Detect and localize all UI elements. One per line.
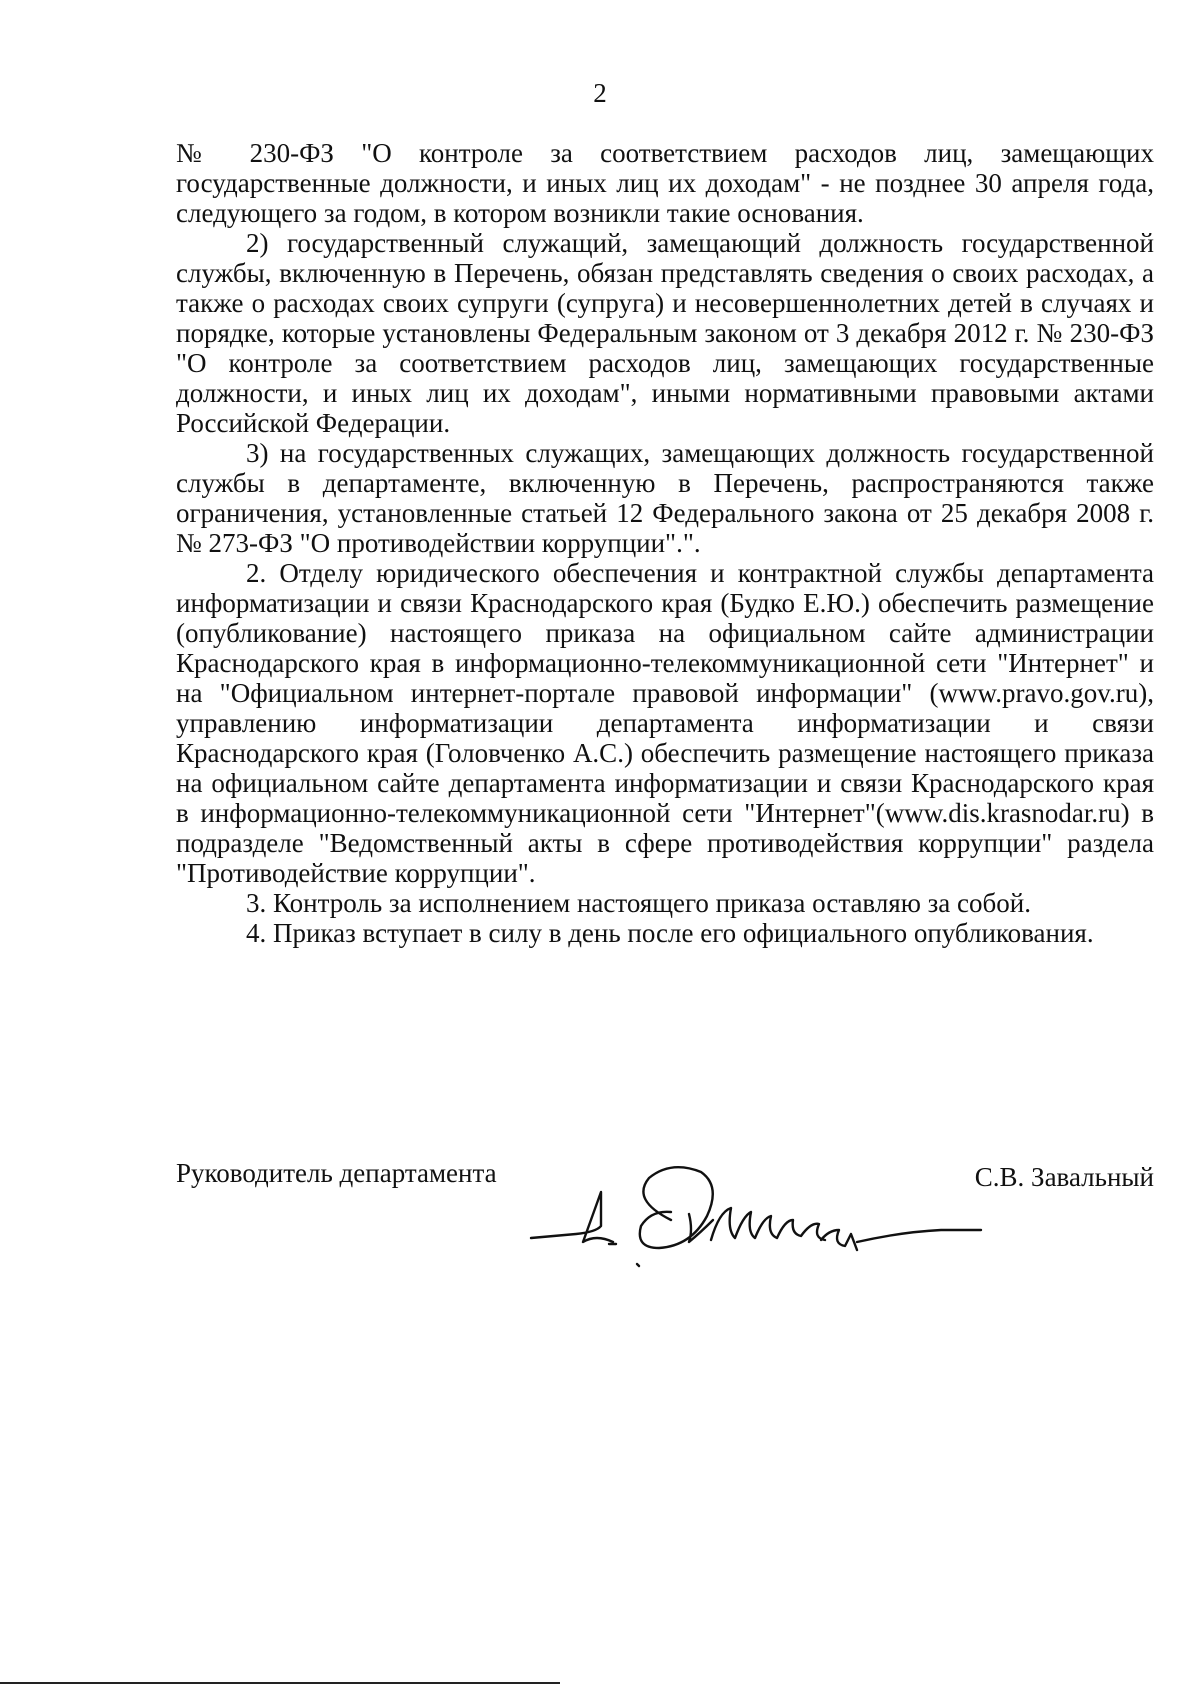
signature-block	[176, 1150, 1154, 1270]
paragraph-continuation: № 230-ФЗ "О контроле за соответствием расходов лиц, замещающих государственные должности, и иных лиц их доходам" - не позднее 30 апреля года, следующего за годом, в котором возникли такие основания.	[176, 138, 1154, 228]
paragraph-clause-4: 4. Приказ вступает в силу в день после его официального опубликования.	[246, 918, 1094, 948]
paragraph-item-2: 2) государственный служащий, замещающий должность государственной службы, включенную в Перечень, обязан представлять сведения о своих расходах, а также о расходах своих супруги (супруга) и несовершеннолетних детей в случаях и порядке, которые установлены Федеральным законом от 3 декабря 2012 г. № 230-ФЗ "О контроле за соответствием расходов лиц, замещающих государственные должности, и иных лиц их доходам", иными нормативными правовыми актами Российской Федерации.	[176, 228, 1154, 438]
bottom-divider	[0, 1682, 560, 1684]
paragraph-clause-3: 3. Контроль за исполнением настоящего приказа оставляю за собой.	[246, 888, 1031, 918]
paragraph-item-3: 3) на государственных служащих, замещающих должность государственной службы в департаменте, включенную в Перечень, распространяются также ограничения, установленные статьей 12 Федерального закона от 25 декабря 2008 г. № 273-ФЗ "О противодействии коррупции".".	[176, 438, 1154, 558]
paragraph-clause-2: 2. Отделу юридического обеспечения и контрактной службы департамента информатизации и связи Краснодарского края (Будко Е.Ю.) обеспечить размещение (опубликование) настоящего приказа на официальном сайте администрации Краснодарского края в информационно-телекоммуникационной сети "Интернет" и на "Официальном интернет-портале правовой информации" (www.pravo.gov.ru), управлению информатизации департамента информатизации и связи Краснодарского края (Головченко А.С.) обеспечить размещение настоящего приказа на официальном сайте департамента информатизации и связи Краснодарского края в информационно-телекоммуникационной сети "Интернет"(www.dis.krasnodar.ru) в подразделе "Ведомственный акты в сфере противодействия коррупции" раздела "Противодействие коррупции".	[176, 558, 1154, 888]
signatory-position: Руководитель департамента	[176, 1158, 497, 1188]
signatory-name: С.В. Завальный	[974, 1162, 1154, 1192]
handwritten-signature	[521, 1160, 1021, 1270]
page-number: 2	[593, 78, 607, 108]
document-body	[176, 138, 1154, 948]
